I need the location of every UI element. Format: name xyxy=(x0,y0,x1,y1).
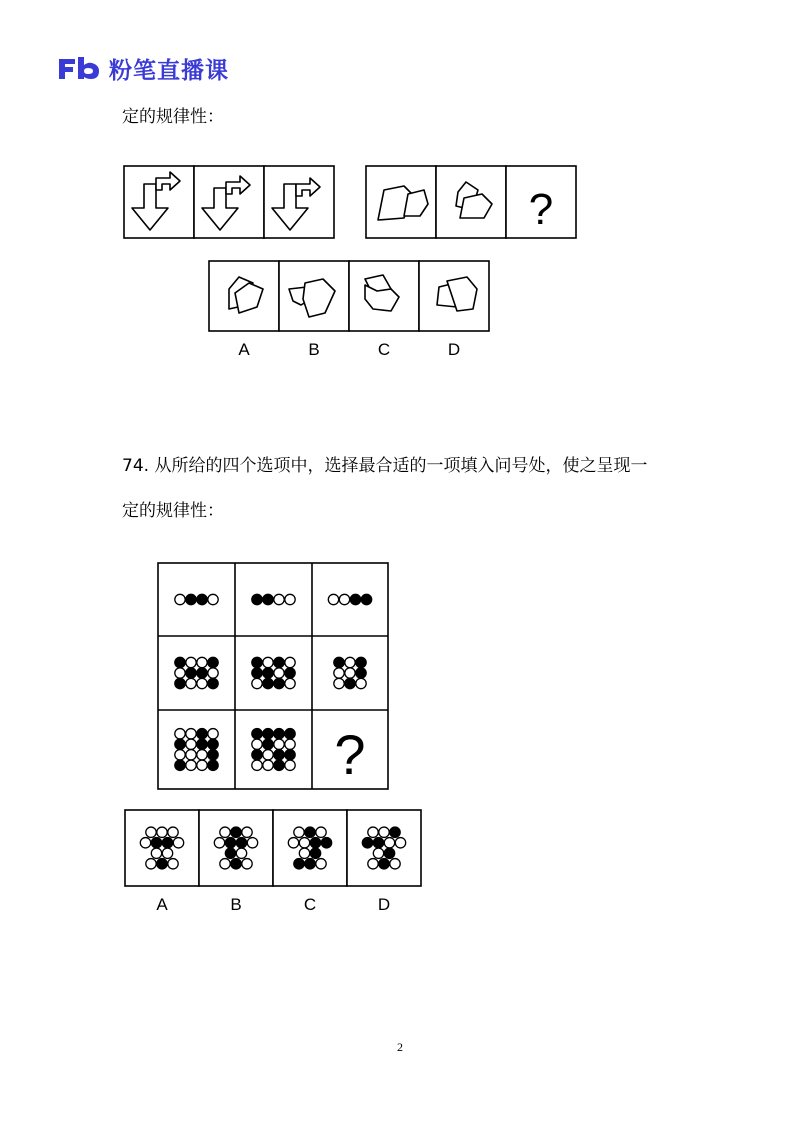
filled-dot xyxy=(305,859,315,869)
filled-dot xyxy=(345,678,355,688)
hollow-dot xyxy=(285,678,295,688)
q74-option-d-label: D xyxy=(377,895,391,914)
hollow-dot xyxy=(379,827,389,837)
hollow-dot xyxy=(175,750,185,760)
hollow-dot xyxy=(186,657,196,667)
hollow-dot xyxy=(197,657,207,667)
filled-dot xyxy=(231,859,241,869)
q74-option-d-cell[interactable] xyxy=(347,810,421,886)
filled-dot xyxy=(231,827,241,837)
hollow-dot xyxy=(285,739,295,749)
hollow-dot xyxy=(236,848,246,858)
filled-dot xyxy=(362,838,372,848)
filled-dot xyxy=(274,678,284,688)
filled-dot xyxy=(390,827,400,837)
hollow-dot xyxy=(263,750,273,760)
filled-dot xyxy=(208,657,218,667)
q73-polygon-figure-1 xyxy=(378,186,428,220)
filled-dot xyxy=(384,848,394,858)
hollow-dot xyxy=(345,657,355,667)
hollow-dot xyxy=(263,760,273,770)
filled-dot xyxy=(252,750,262,760)
filled-dot xyxy=(361,594,371,604)
hollow-dot xyxy=(220,859,230,869)
hollow-dot xyxy=(252,678,262,688)
hollow-dot xyxy=(390,859,400,869)
hollow-dot xyxy=(356,678,366,688)
filled-dot xyxy=(252,668,262,678)
q74-question-grid xyxy=(157,562,389,790)
hollow-dot xyxy=(151,848,161,858)
filled-dot xyxy=(356,668,366,678)
filled-dot xyxy=(321,838,331,848)
q73-cell-1 xyxy=(124,166,194,238)
hollow-dot xyxy=(285,657,295,667)
filled-dot xyxy=(305,827,315,837)
filled-dot xyxy=(175,657,185,667)
hollow-dot xyxy=(186,750,196,760)
q74-question-mark: ? xyxy=(334,723,366,786)
filled-dot xyxy=(225,848,235,858)
filled-dot xyxy=(263,729,273,739)
filled-dot xyxy=(186,594,196,604)
filled-dot xyxy=(263,739,273,749)
hollow-dot xyxy=(294,827,304,837)
hollow-dot xyxy=(186,678,196,688)
hollow-dot xyxy=(285,594,295,604)
filled-dot xyxy=(310,848,320,858)
filled-dot xyxy=(236,838,246,848)
hollow-dot xyxy=(162,848,172,858)
q74-option-b-label: B xyxy=(230,895,242,914)
filled-dot xyxy=(379,859,389,869)
hollow-dot xyxy=(334,668,344,678)
filled-dot xyxy=(294,859,304,869)
filled-dot xyxy=(263,594,273,604)
hollow-dot xyxy=(214,838,224,848)
q73-cell-2 xyxy=(194,166,264,238)
brand-name: 粉笔直播课 xyxy=(109,57,229,84)
hollow-dot xyxy=(299,838,309,848)
hollow-dot xyxy=(368,827,378,837)
filled-dot xyxy=(356,657,366,667)
filled-dot xyxy=(274,729,284,739)
page-number: 2 xyxy=(397,1040,403,1054)
filled-dot xyxy=(157,859,167,869)
filled-dot xyxy=(252,594,262,604)
q74-grid-cell-2-3-dots xyxy=(334,657,366,688)
hollow-dot xyxy=(252,760,262,770)
q73-option-c-label: C xyxy=(377,340,391,359)
filled-dot xyxy=(310,838,320,848)
hollow-dot xyxy=(175,594,185,604)
hollow-dot xyxy=(168,859,178,869)
filled-dot xyxy=(373,838,383,848)
hollow-dot xyxy=(242,827,252,837)
filled-dot xyxy=(197,739,207,749)
hollow-dot xyxy=(316,859,326,869)
hollow-dot xyxy=(345,668,355,678)
hollow-dot xyxy=(288,838,298,848)
hollow-dot xyxy=(368,859,378,869)
q74-option-b-cell[interactable] xyxy=(199,810,273,886)
hollow-dot xyxy=(146,827,156,837)
filled-dot xyxy=(334,657,344,667)
hollow-dot xyxy=(197,760,207,770)
hollow-dot xyxy=(285,760,295,770)
filled-dot xyxy=(225,838,235,848)
hollow-dot xyxy=(274,594,284,604)
filled-dot xyxy=(263,668,273,678)
hollow-dot xyxy=(146,859,156,869)
q74-stem-line-2: 定的规律性： xyxy=(122,501,224,521)
hollow-dot xyxy=(274,739,284,749)
filled-dot xyxy=(151,838,161,848)
hollow-dot xyxy=(299,848,309,858)
hollow-dot xyxy=(140,838,150,848)
q74-option-a-cell[interactable] xyxy=(125,810,199,886)
q73-option-a-label: A xyxy=(238,340,250,359)
hollow-dot xyxy=(384,838,394,848)
hollow-dot xyxy=(328,594,338,604)
q73-option-b-label: B xyxy=(308,340,320,359)
hollow-dot xyxy=(395,838,405,848)
filled-dot xyxy=(186,668,196,678)
hollow-dot xyxy=(316,827,326,837)
q74-option-c-cell[interactable] xyxy=(273,810,347,886)
filled-dot xyxy=(208,750,218,760)
filled-dot xyxy=(175,739,185,749)
hollow-dot xyxy=(247,838,257,848)
hollow-dot xyxy=(173,838,183,848)
filled-dot xyxy=(285,729,295,739)
hollow-dot xyxy=(175,729,185,739)
filled-dot xyxy=(274,657,284,667)
hollow-dot xyxy=(186,739,196,749)
filled-dot xyxy=(350,594,360,604)
hollow-dot xyxy=(220,827,230,837)
fb-logo-icon xyxy=(57,55,103,81)
hollow-dot xyxy=(334,678,344,688)
hollow-dot xyxy=(242,859,252,869)
filled-dot xyxy=(208,678,218,688)
filled-dot xyxy=(285,750,295,760)
filled-dot xyxy=(208,739,218,749)
brand-logo xyxy=(57,52,229,84)
hollow-dot xyxy=(197,678,207,688)
q73-cell-3 xyxy=(264,166,334,238)
hollow-dot xyxy=(208,594,218,604)
q74-options-figure xyxy=(123,808,423,888)
filled-dot xyxy=(197,668,207,678)
filled-dot xyxy=(175,760,185,770)
q74-grid-cell-2-1-dots xyxy=(175,657,218,688)
filled-dot xyxy=(197,729,207,739)
q74-option-a-label: A xyxy=(156,895,168,914)
filled-dot xyxy=(274,750,284,760)
q73-question-figure xyxy=(122,164,578,242)
hollow-dot xyxy=(373,848,383,858)
q73-options-figure xyxy=(207,259,491,333)
filled-dot xyxy=(175,678,185,688)
hollow-dot xyxy=(263,657,273,667)
q74-grid-cell-2-2-dots xyxy=(252,657,295,688)
filled-dot xyxy=(285,668,295,678)
q74-stem-line-1: 74. 从所给的四个选项中，选择最合适的一项填入问号处，使之呈现一 xyxy=(122,456,648,476)
hollow-dot xyxy=(186,729,196,739)
hollow-dot xyxy=(208,729,218,739)
filled-dot xyxy=(252,657,262,667)
filled-dot xyxy=(197,594,207,604)
hollow-dot xyxy=(175,668,185,678)
filled-dot xyxy=(252,729,262,739)
filled-dot xyxy=(274,760,284,770)
q73-option-d-label: D xyxy=(447,340,461,359)
q74-option-c-label: C xyxy=(303,895,317,914)
hollow-dot xyxy=(208,668,218,678)
filled-dot xyxy=(263,678,273,688)
filled-dot xyxy=(162,838,172,848)
hollow-dot xyxy=(168,827,178,837)
hollow-dot xyxy=(274,668,284,678)
hollow-dot xyxy=(197,750,207,760)
q73-question-mark: ? xyxy=(528,185,554,234)
hollow-dot xyxy=(157,827,167,837)
filled-dot xyxy=(208,760,218,770)
q73-stem-continuation: 定的规律性： xyxy=(122,107,224,127)
hollow-dot xyxy=(252,739,262,749)
hollow-dot xyxy=(339,594,349,604)
hollow-dot xyxy=(186,760,196,770)
